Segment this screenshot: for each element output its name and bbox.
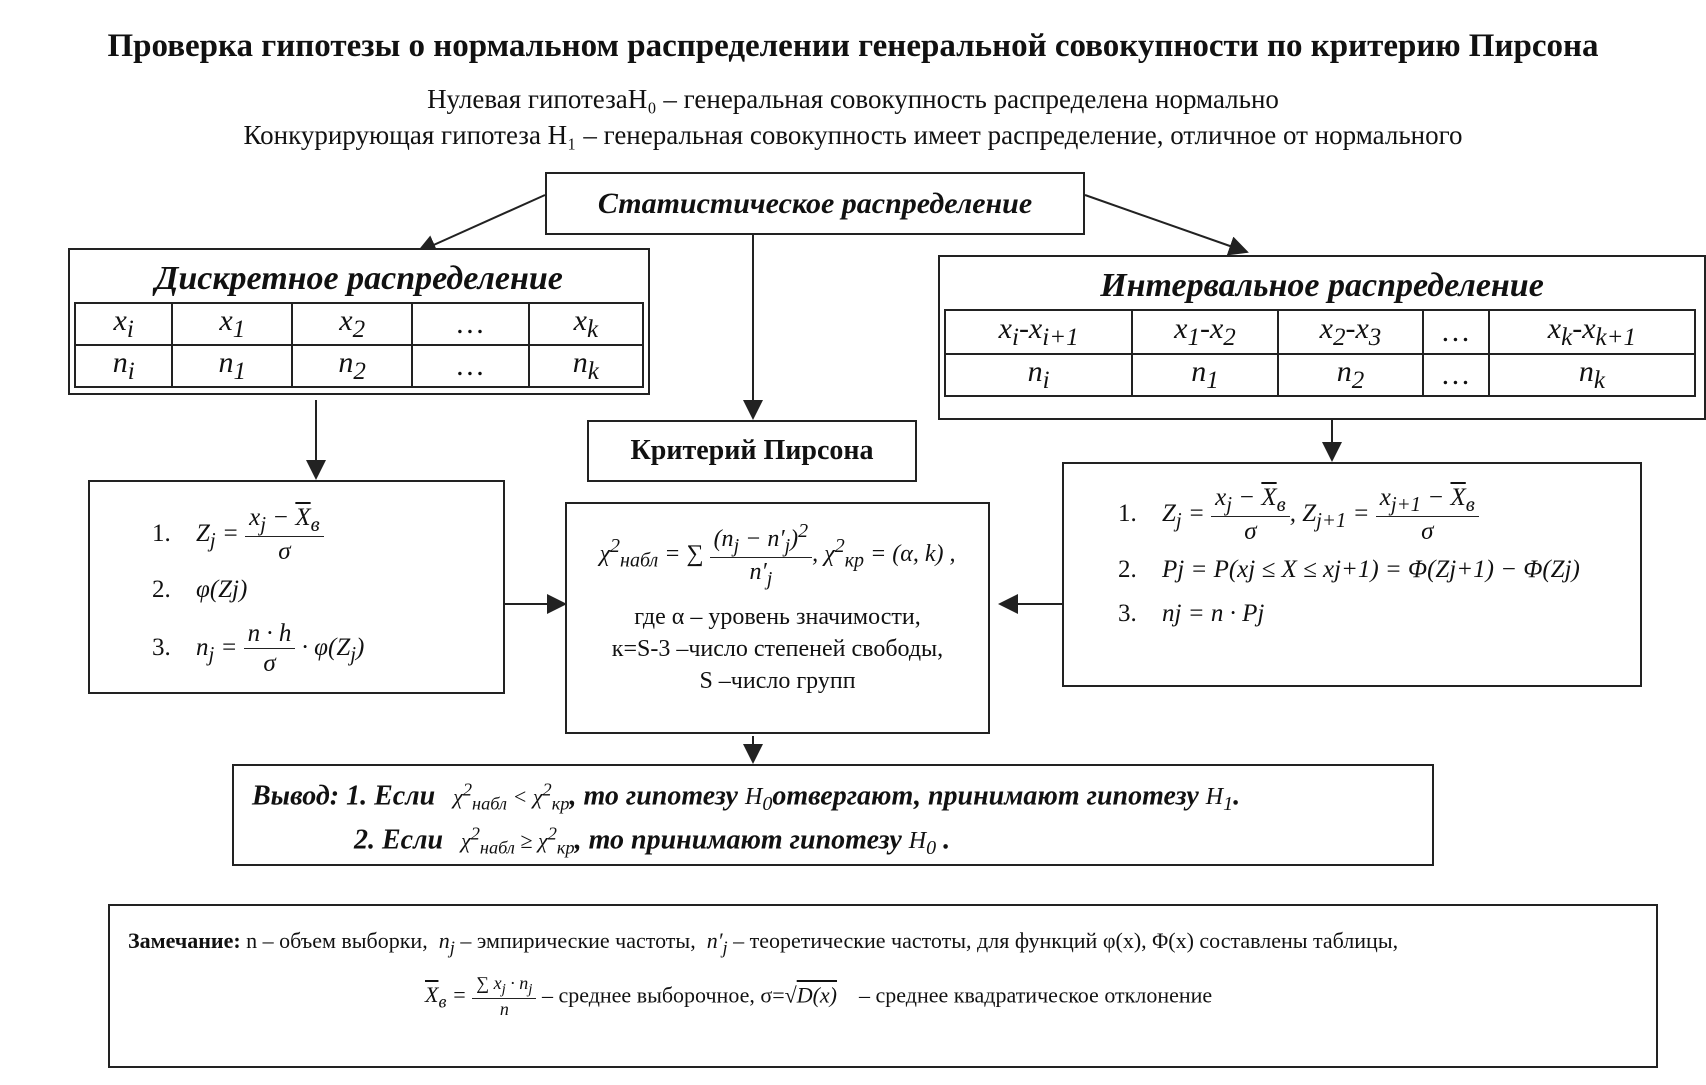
statistical-distribution-box [545, 172, 1085, 235]
discrete-cell-x-k: $x_k$ [529, 303, 643, 345]
discrete-cell-n-2: $n_2$ [292, 345, 412, 387]
null-hypothesis: Нулевая гипотезаH₀ – генеральная совокупность распределена нормально [427, 84, 1279, 114]
interval-cell-n-dots: … [1423, 354, 1489, 396]
note-label: Замечание: [128, 928, 241, 953]
conclusion-line-2: 2. Если $\chi^2_{набл} \ge \chi^2_{кр}$, то принимают гипотезу $H_0$ . [354, 824, 951, 860]
discrete-formulas-box [88, 480, 505, 694]
interval-distribution-box [938, 255, 1706, 420]
criterion-formula-box [565, 502, 990, 734]
criterion-line-2: к=S-3 –число степеней свободы, [611, 636, 944, 662]
interval-distribution-title: Интервальное распределение [1100, 267, 1544, 304]
conclusion-box [232, 764, 1434, 866]
conclusion-line-1: Вывод: 1. Если $\chi^2_{набл} < \chi^2_{кр}$, то гипотезу $H_0отвергают$, принимают гипотезу $H_1$. [252, 780, 1241, 816]
interval-cell-n-k: $n_k$ [1489, 354, 1695, 396]
statistical-distribution-label: Статистическое распределение [597, 187, 1033, 220]
interval-cell-x-dots: … [1423, 310, 1489, 354]
discrete-cell-x-i: $x_i$ [75, 303, 172, 345]
criterion-line-3: S –число групп [699, 668, 856, 694]
interval-cell-x-1: $x_1-x_2$ [1132, 310, 1277, 354]
discrete-distribution-box [68, 248, 650, 395]
interval-formula-2: 2. Pj = P(xj ≤ X ≤ xj+1) = Φ(Zj+1) − Φ(Zj) [1118, 556, 1580, 583]
interval-cell-n-2: $n_2$ [1278, 354, 1423, 396]
discrete-distribution-title: Дискретное распределение [155, 260, 563, 297]
interval-formula-3: 3. nj = n · Pj [1118, 600, 1265, 627]
discrete-cell-x-1: $x_1$ [172, 303, 292, 345]
discrete-cell-n-1: $n_1$ [172, 345, 292, 387]
page-title: Проверка гипотезы о нормальном распределении генеральной совокупности по критерию Пирсона [107, 28, 1599, 64]
discrete-cell-n-dots: … [412, 345, 529, 387]
interval-cell-n-1: $n_1$ [1132, 354, 1277, 396]
discrete-cell-x-2: $x_2$ [292, 303, 412, 345]
discrete-cell-x-dots: … [412, 303, 529, 345]
discrete-formula-2: 2. φ(Zj) [152, 576, 248, 603]
discrete-formula-3: 3. $n_j$ = $\frac{n \cdot h}{\sigma}$ · $\varphi(Z_j)$ [152, 620, 365, 677]
interval-cell-n-i: $n_i$ [945, 354, 1132, 396]
discrete-cell-n-k: $n_k$ [529, 345, 643, 387]
interval-formula-1: 1. $Z_j$ = $\frac{x_j - \overline{X}_в}{\sigma}$ , $Z_{j+1}$ = $\frac{x_{j+1} - \overline{X}_в}{\sigma}$ [1118, 484, 1479, 547]
chi-square-formula: $\chi^2_{набл}$ = ∑ $\frac{(n_j - n'_j)^2}{n'_j}$ , $\chi^2_{кр} = (\alpha$, k) , [599, 520, 956, 590]
interval-cell-x-i: $x_i-x_{i+1}$ [945, 310, 1132, 354]
note-line-2: $\overline{X}_в$ = $\frac{\sum x_j \cdot n_j}{n}$ – среднее выборочное, σ=√D(x) – среднее квадратическое отклонение [425, 973, 1213, 1020]
pearson-criterion-label: Критерий Пирсона [630, 435, 874, 466]
interval-table [944, 309, 1696, 397]
note-line-1: Замечание: n – объем выборки, $n_j$ – эмпирические частоты, $n'_j$ – теоретические частоты, для функций φ(x), Φ(x) составлены таблицы, [128, 928, 1399, 958]
note-box [108, 904, 1658, 1068]
criterion-line-1: где α – уровень значимости, [634, 604, 921, 630]
interval-cell-x-k: $x_k-x_{k+1}$ [1489, 310, 1695, 354]
interval-cell-x-2: $x_2-x_3$ [1278, 310, 1423, 354]
discrete-formula-1: 1. $Z_j$ = $\frac{x_j - \overline{X}_в}{\sigma}$ [152, 504, 324, 567]
discrete-cell-n-i: $n_i$ [75, 345, 172, 387]
interval-formulas-box [1062, 462, 1642, 687]
pearson-criterion-box [587, 420, 917, 482]
discrete-table [74, 302, 644, 388]
alternative-hypothesis: Конкурирующая гипотеза H₁ – генеральная совокупность имеет распределение, отличное от нормального [243, 120, 1463, 150]
